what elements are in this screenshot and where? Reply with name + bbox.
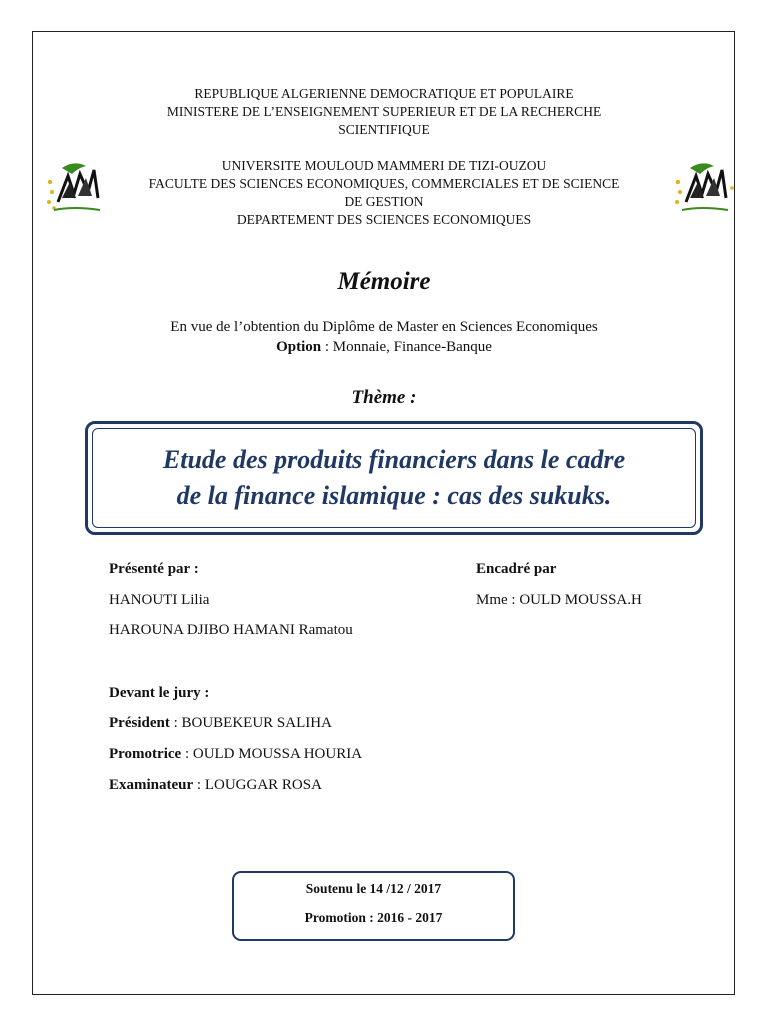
jury-member (109, 715, 332, 732)
jury-name: : LOUGGAR ROSA (193, 777, 322, 793)
university-logo-icon (672, 158, 738, 214)
supervisor-name: Mme : OULD MOUSSA.H (476, 592, 642, 608)
ministry-line: MINISTERE DE L’ENSEIGNEMENT SUPERIEUR ET DE LA RECHERCHE (166, 104, 602, 119)
option-line (0, 339, 768, 356)
jury-name: : BOUBEKEUR SALIHA (169, 715, 332, 731)
university-line: UNIVERSITE MOULOUD MAMMERI DE TIZI-OUZOU (221, 158, 547, 173)
faculty-line: FACULTE DES SCIENCES ECONOMIQUES, COMMERCIALES ET DE SCIENCE (148, 176, 620, 191)
ministry-line-continued: SCIENTIFIQUE (338, 122, 430, 137)
jury-role: Promotrice (109, 746, 182, 762)
author-name: HAROUNA DJIBO HAMANI Ramatou (109, 622, 353, 638)
theme-title-line-1: Etude des produits financiers dans le cadre (162, 445, 626, 474)
theme-title-line-2: de la finance islamique : cas des sukuks. (176, 481, 612, 510)
university-header (100, 157, 668, 229)
theme-box (85, 421, 703, 535)
jury-member (109, 746, 362, 763)
republic-line: REPUBLIQUE ALGERIENNE DEMOCRATIQUE ET POPULAIRE (194, 86, 574, 101)
author-name: HANOUTI Lilia (109, 592, 210, 608)
jury-role: Président (109, 715, 170, 731)
theme-label: Thème : (351, 387, 417, 408)
jury-name: : OULD MOUSSA HOURIA (181, 746, 363, 762)
defense-box (232, 871, 515, 941)
option-label: Option (276, 339, 322, 355)
jury-member (109, 777, 322, 794)
theme-box-inner (92, 428, 696, 528)
supervisor-label: Encadré par (476, 561, 557, 577)
document-type-title: Mémoire (337, 268, 431, 295)
department-line: DEPARTEMENT DES SCIENCES ECONOMIQUES (236, 212, 532, 227)
defense-date: Soutenu le 14 /12 / 2017 (305, 881, 442, 896)
degree-purpose: En vue de l’obtention du Diplôme de Master en Sciences Economiques (170, 319, 598, 335)
jury-role: Examinateur (109, 777, 194, 793)
ministry-header (100, 85, 668, 139)
option-value: : Monnaie, Finance-Banque (321, 339, 492, 355)
jury-label: Devant le jury : (109, 685, 210, 701)
promotion-years: Promotion : 2016 - 2017 (304, 910, 443, 925)
faculty-line-continued: DE GESTION (344, 194, 424, 209)
authors-label: Présenté par : (109, 561, 199, 577)
